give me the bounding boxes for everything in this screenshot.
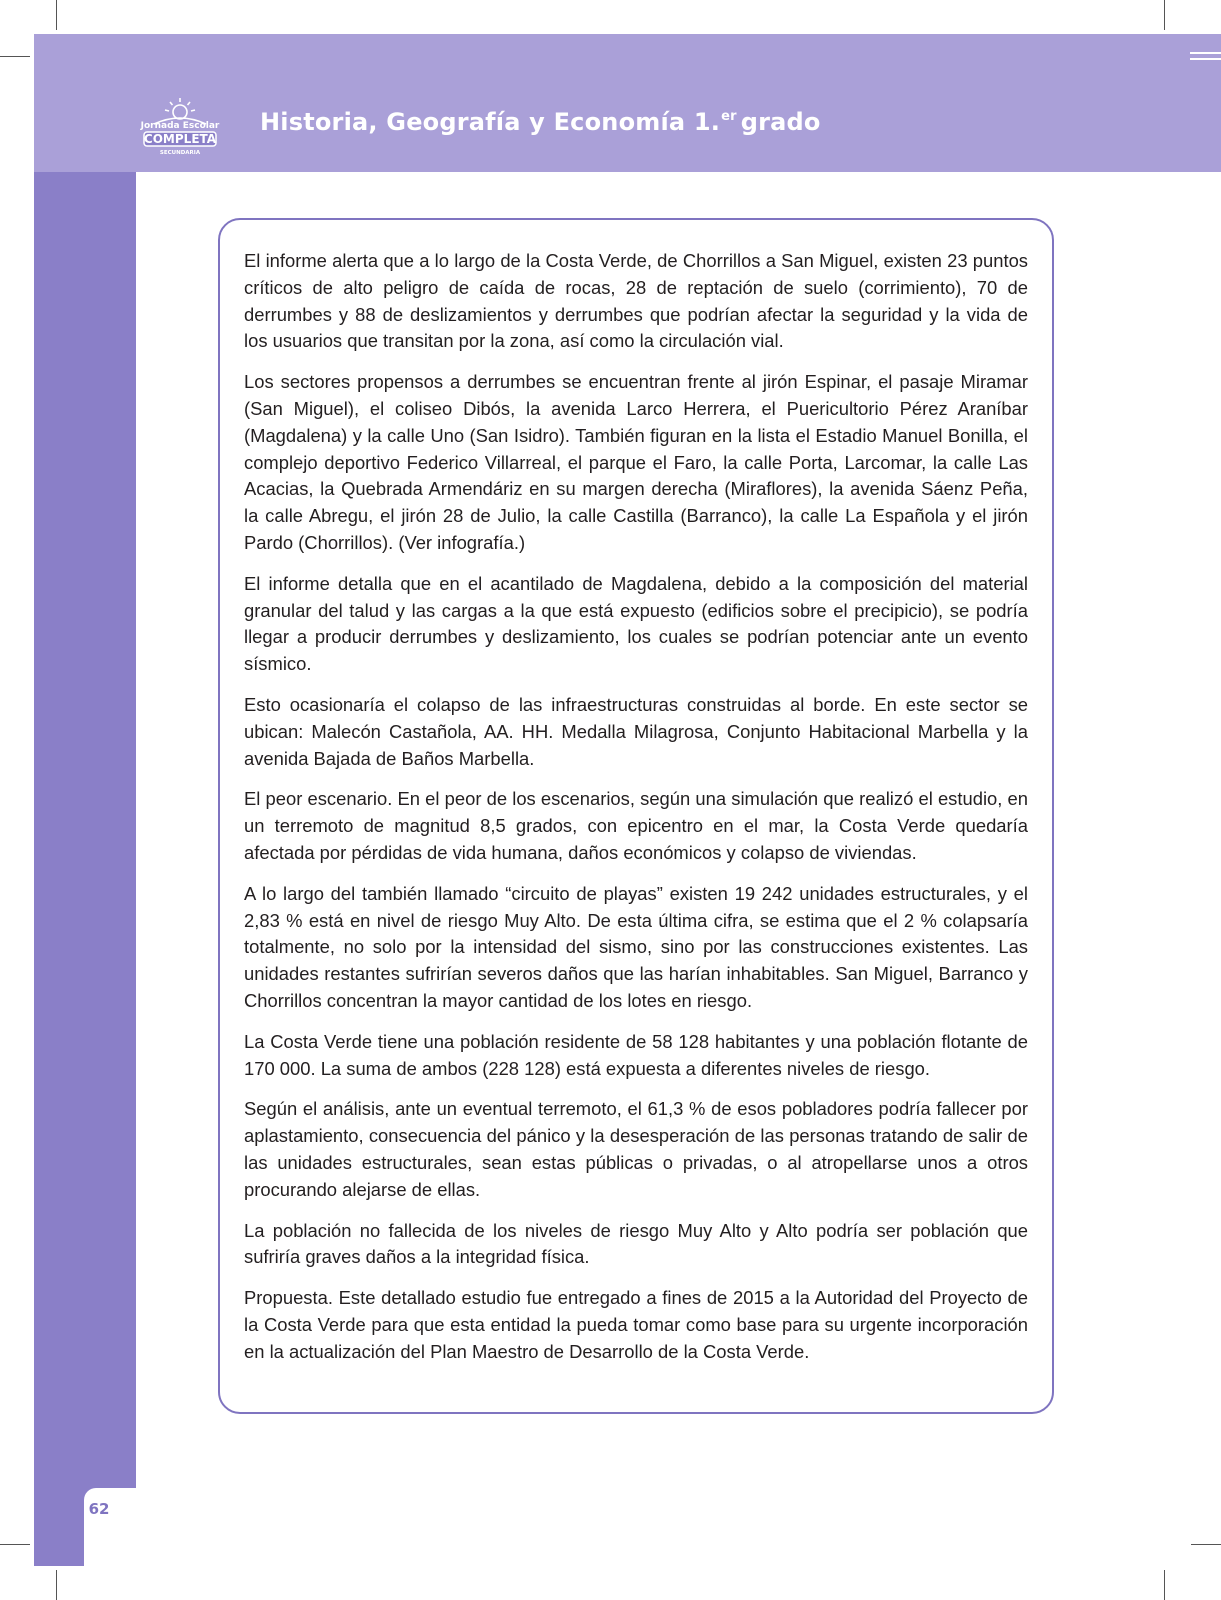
reading-box <box>218 218 1054 1414</box>
paragraph: Según el análisis, ante un eventual terremoto, el 61,3 % de esos pobladores podría fallecer por aplastamiento, consecuencia del pánico y la desesperación de las personas tratando de salir de las unidades estructurales, sean estas públicas o privadas, o al atropellarse unos a otros procurando alejarse de ellas. <box>244 1098 1028 1200</box>
paragraph: Los sectores propensos a derrumbes se encuentran frente al jirón Espinar, el pasaje Miramar (San Miguel), el coliseo Dibós, la avenida Larco Herrera, el Puericultorio Pérez Araníbar (Magdalena) y la calle Uno (San Isidro). También figuran en la lista el Estadio Manuel Bonilla, el complejo deportivo Federico Villarreal, el parque el Faro, la calle Porta, Larcomar, la calle Las Acacias, la Quebrada Armendáriz en su margen derecha (Miraflores), la avenida Sáenz Peña, la calle Abregu, el jirón 28 de Julio, la calle Castilla (Barranco), la calle La Española y el jirón Pardo (Chorrillos). (Ver infografía.) <box>244 371 1028 553</box>
crop-mark-left-bottom <box>0 1544 30 1545</box>
title-main: Historia, Geografía y Economía 1. <box>260 108 721 136</box>
title-superscript: er <box>721 109 737 124</box>
title-suffix: grado <box>740 108 821 136</box>
page-number: 62 <box>88 1500 110 1518</box>
logo-line1: Jornada Escolar <box>140 121 220 131</box>
paragraph: El informe detalla que en el acantilado de Magdalena, debido a la composición del material granular del talud y las cargas a la que está expuesto (edificios sobre el precipicio), se podría llegar a producir derrumbes y deslizamiento, los cuales se podrían potenciar ante un evento sísmico. <box>244 572 1028 675</box>
logo-line3: SECUNDARIA <box>159 150 201 156</box>
sun-badge-icon <box>140 96 220 158</box>
crop-mark-left-top <box>0 56 30 57</box>
header-decoration-line <box>1190 58 1221 60</box>
paragraph: La Costa Verde tiene una población residente de 58 128 habitantes y una población flotante de 170 000. La suma de ambos (228 128) está expuesta a diferentes niveles de riesgo. <box>244 1030 1028 1079</box>
header-decoration-line <box>1190 52 1221 54</box>
crop-mark-right-bottom <box>1191 1544 1221 1545</box>
jornada-escolar-logo <box>140 96 220 158</box>
crop-mark-top-left <box>56 0 57 30</box>
paragraph: Esto ocasionaría el colapso de las infraestructuras construidas al borde. En este sector se ubican: Malecón Castañola, AA. HH. Medalla Milagrosa, Conjunto Habitacional Marbella y la avenida Bajada de Baños Marbella. <box>244 693 1028 769</box>
crop-mark-top-right <box>1164 0 1165 30</box>
paragraph: El informe alerta que a lo largo de la Costa Verde, de Chorrillos a San Miguel, existen 23 puntos críticos de alto peligro de caída de rocas, 28 de reptación de suelo (corrimiento), 70 de derrumbes y 88 de deslizamientos y derrumbes que podrían afectar la seguridad y la vida de los usuarios que transitan por la zona, así como la circulación vial. <box>244 250 1028 352</box>
logo-line2: COMPLETA <box>143 132 217 146</box>
crop-mark-bottom-right <box>1164 1570 1165 1600</box>
paragraph: El peor escenario. En el peor de los escenarios, según una simulación que realizó el estudio, en un terremoto de magnitud 8,5 grados, con epicentro en el mar, la Costa Verde quedaría afectada por pérdidas de vida humana, daños económicos y colapso de viviendas. <box>244 788 1028 863</box>
paragraph: La población no fallecida de los niveles de riesgo Muy Alto y Alto podría ser población que sufriría graves daños a la integridad física. <box>244 1219 1028 1268</box>
paragraph: A lo largo del también llamado “circuito de playas” existen 19 242 unidades estructurales, y el 2,83 % está en nivel de riesgo Muy Alto. De esta última cifra, se estima que el 2 % colapsaría totalmente, no solo por la intensidad del sismo, sino por las construcciones existentes. Las unidades restantes sufrirían severos daños que las harían inhabitables. San Miguel, Barranco y Chorrillos concentran la mayor cantidad de los lotes en riesgo. <box>244 882 1028 1011</box>
page-title <box>260 108 821 136</box>
paragraph: Propuesta. Este detallado estudio fue entregado a fines de 2015 a la Autoridad del Proyecto de la Costa Verde para que esta entidad la pueda tomar como base para su urgente incorporación en la actualización del Plan Maestro de Desarrollo de la Costa Verde. <box>244 1287 1028 1362</box>
side-band <box>34 172 136 1566</box>
crop-mark-bottom-left <box>56 1570 57 1600</box>
